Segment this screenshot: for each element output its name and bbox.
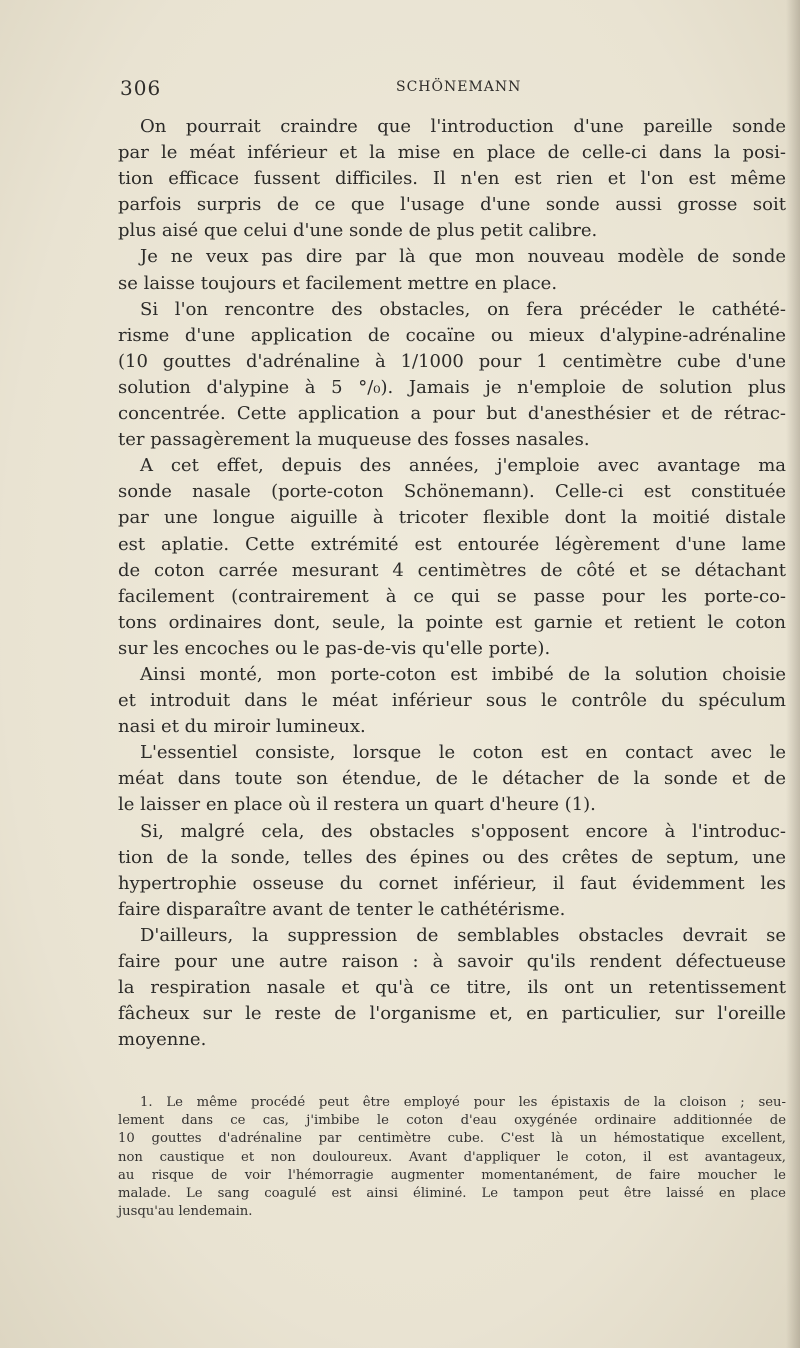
body-line: moyenne. <box>118 1029 207 1051</box>
body-line: tons ordinaires dont, seule, la pointe est garnie et retient le coton <box>118 611 786 633</box>
body-line: sur les encoches ou le pas-de-vis qu'elle porte). <box>118 637 551 659</box>
body-line: Ainsi monté, mon porte-coton est imbibé de la solution choisie <box>140 663 786 685</box>
body-text <box>118 114 786 1053</box>
footnote-line: au risque de voir l'hémorragie augmenter momentanément, de faire moucher le <box>118 1167 786 1183</box>
body-line: Je ne veux pas dire par là que mon nouveau modèle de sonde <box>140 246 786 268</box>
body-line: faire disparaître avant de tenter le cathétérisme. <box>118 898 566 920</box>
body-line: nasi et du miroir lumineux. <box>118 716 366 738</box>
body-line: hypertrophie osseuse du cornet inférieur, il faut évidemment les <box>118 872 786 894</box>
footnote-line: jusqu'au lendemain. <box>118 1204 253 1220</box>
body-line: L'essentiel consiste, lorsque le coton est en contact avec le <box>140 742 786 764</box>
body-line: sonde nasale (porte-coton Schönemann). Celle-ci est constituée <box>118 481 786 503</box>
body-line: On pourrait craindre que l'introduction d'une pareille sonde <box>140 116 786 137</box>
body-line: de coton carrée mesurant 4 centimètres de côté et se détachant <box>118 559 786 581</box>
body-line: facilement (contrairement à ce qui se passe pour les porte-co- <box>118 585 786 607</box>
body-line: ter passagèrement la muqueuse des fosses nasales. <box>118 429 590 451</box>
body-line: le laisser en place où il restera un quart d'heure (1). <box>118 794 596 816</box>
body-line: tion efficace fussent difficiles. Il n'en est rien et l'on est même <box>118 168 786 190</box>
body-line: Si, malgré cela, des obstacles s'opposent encore à l'introduc- <box>140 820 786 842</box>
page-edge-shadow <box>786 0 800 1348</box>
body-line: risme d'une application de cocaïne ou mieux d'alypine-adrénaline <box>118 324 786 346</box>
body-line: et introduit dans le méat inférieur sous le contrôle du spéculum <box>118 690 786 712</box>
body-line: est aplatie. Cette extrémité est entourée légèrement d'une lame <box>118 533 786 555</box>
page-number: 306 <box>120 76 162 100</box>
body-line: concentrée. Cette application a pour but d'anesthésier et de rétrac- <box>118 403 786 425</box>
body-line: la respiration nasale et qu'à ce titre, ils ont un retentissement <box>118 977 786 999</box>
body-line: parfois surpris de ce que l'usage d'une sonde aussi grosse soit <box>118 194 786 216</box>
body-line: fâcheux sur le reste de l'organisme et, en particulier, sur l'oreille <box>118 1003 786 1025</box>
body-line: méat dans toute son étendue, de le détacher de la sonde et de <box>118 768 786 790</box>
footnote-line: malade. Le sang coagulé est ainsi éliminé. Le tampon peut être laissé en place <box>118 1185 786 1201</box>
footnote-line: non caustique et non douloureux. Avant d'appliquer le coton, il est avantageux, <box>118 1149 786 1165</box>
body-line: tion de la sonde, telles des épines ou des crêtes de septum, une <box>118 846 786 868</box>
page-header <box>120 76 760 100</box>
body-line: par une longue aiguille à tricoter flexible dont la moitié distale <box>118 507 786 529</box>
body-line: D'ailleurs, la suppression de semblables obstacles devrait se <box>140 924 786 946</box>
body-line: faire pour une autre raison : à savoir qu'ils rendent défectueuse <box>118 951 786 972</box>
body-line: A cet effet, depuis des années, j'emploie avec avantage ma <box>140 455 786 477</box>
body-line: Si l'on rencontre des obstacles, on fera précéder le cathété- <box>140 298 786 320</box>
footnotes <box>118 1094 786 1221</box>
body-line: par le méat inférieur et la mise en place de celle-ci dans la posi- <box>118 142 786 164</box>
body-line: (10 gouttes d'adrénaline à 1/1000 pour 1 centimètre cube d'une <box>118 350 786 372</box>
body-line: se laisse toujours et facilement mettre en place. <box>118 272 558 294</box>
body-line: solution d'alypine à 5 °/₀). Jamais je n'emploie de solution plus <box>118 376 786 398</box>
footnote-line: 10 gouttes d'adrénaline par centimètre cube. C'est là un hémostatique excellent, <box>118 1131 786 1147</box>
footnote-line: lement dans ce cas, j'imbibe le coton d'eau oxygénée ordinaire additionnée de <box>118 1113 786 1129</box>
body-line: plus aisé que celui d'une sonde de plus petit calibre. <box>118 220 598 242</box>
footnote-line: 1. Le même procédé peut être employé pour les épistaxis de la cloison ; seu- <box>140 1095 786 1110</box>
running-head: SCHÖNEMANN <box>396 79 522 95</box>
